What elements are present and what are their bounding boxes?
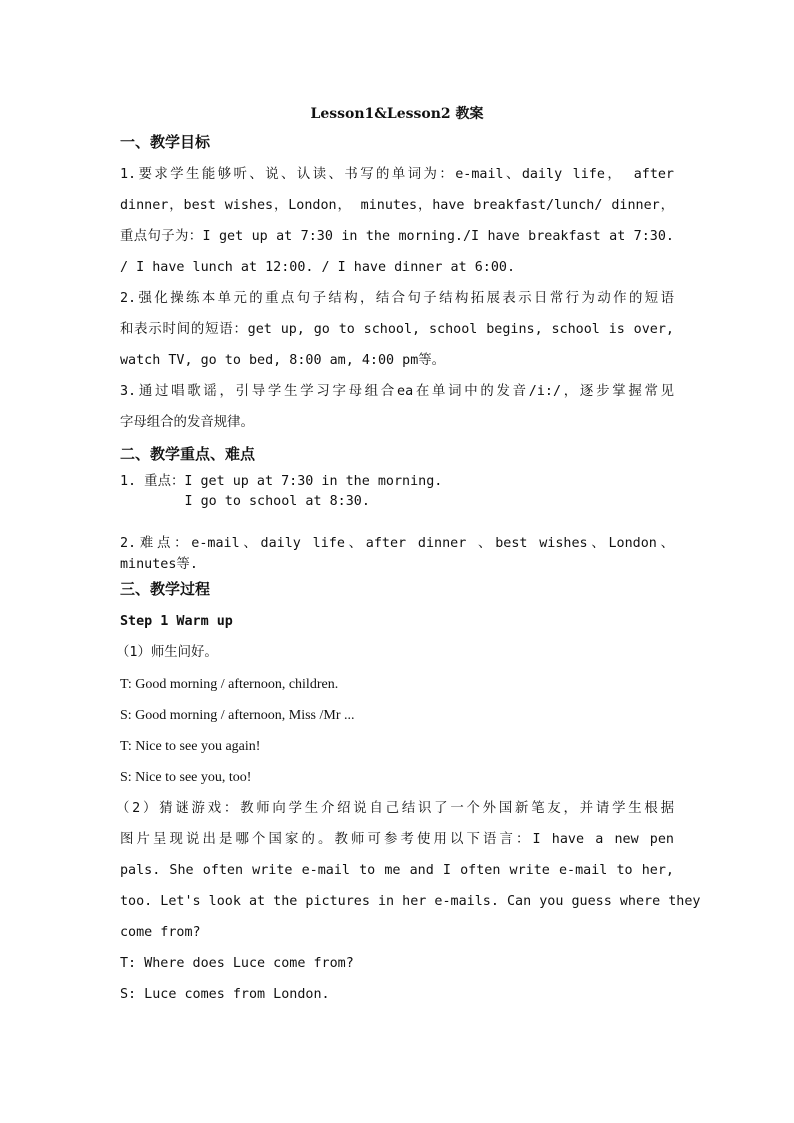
- process-line-6: come from?: [120, 925, 201, 940]
- goals-line-7: watch TV, go to bed, 8:00 am, 4:00 pm等。: [120, 353, 446, 368]
- goals-line-5: 2.强化操练本单元的重点句子结构，结合句子结构拓展表示日常行为动作的短语: [120, 291, 674, 306]
- section-heading-process: 三、教学过程: [120, 580, 211, 598]
- dialogue-line-3: T: Nice to see you again!: [120, 739, 261, 754]
- process-line-5: too. Let's look at the pictures in her e-mails. Can you guess where they: [120, 894, 701, 909]
- section-heading-goals: 一、教学目标: [120, 133, 211, 151]
- goals-line-6: 和表示时间的短语：get up, go to school, school begins, school is over,: [120, 322, 674, 337]
- dialogue-line-6: S: Luce comes from London.: [120, 987, 330, 1002]
- goals-line-3: 重点句子为：I get up at 7:30 in the morning./I have breakfast at 7:30.: [120, 229, 674, 244]
- dialogue-line-2: S: Good morning / afternoon, Miss /Mr ...: [120, 708, 355, 723]
- step-1-heading: Step 1 Warm up: [120, 614, 233, 629]
- dialogue-line-5: T: Where does Luce come from?: [120, 956, 354, 971]
- section-heading-key-points: 二、教学重点、难点: [120, 445, 256, 463]
- process-line-2: （2）猜谜游戏：教师向学生介绍说自己结识了一个外国新笔友，并请学生根据: [116, 801, 674, 816]
- goals-line-2: dinner，best wishes，London， minutes，have breakfast/lunch/ dinner，: [120, 198, 674, 213]
- goals-line-9: 字母组合的发音规律。: [120, 415, 254, 430]
- difficulty-line-2: minutes等.: [120, 557, 198, 572]
- goals-line-8: 3.通过唱歌谣，引导学生学习字母组合ea在单词中的发音/i:/，逐步掌握常见: [120, 384, 674, 399]
- process-line-4: pals. She often write e-mail to me and I often write e-mail to her,: [120, 863, 674, 878]
- difficulty-line-1: 2.难点：e-mail、daily life、after dinner 、best wishes、London、: [120, 536, 674, 551]
- process-line-1: （1）师生问好。: [116, 645, 218, 660]
- key-point-1-cont: I go to school at 8:30.: [120, 494, 370, 509]
- process-line-3: 图片呈现说出是哪个国家的。教师可参考使用以下语言：I have a new pen: [120, 832, 674, 847]
- dialogue-line-1: T: Good morning / afternoon, children.: [120, 677, 339, 692]
- goals-line-1: 1.要求学生能够听、说、认读、书写的单词为：e-mail、daily life， after: [120, 167, 674, 182]
- key-point-1: 1. 重点：I get up at 7:30 in the morning.: [120, 474, 443, 489]
- goals-line-4: / I have lunch at 12:00. / I have dinner at 6:00.: [120, 260, 516, 275]
- document-title: Lesson1&Lesson2 教案: [310, 106, 484, 122]
- dialogue-line-4: S: Nice to see you, too!: [120, 770, 252, 785]
